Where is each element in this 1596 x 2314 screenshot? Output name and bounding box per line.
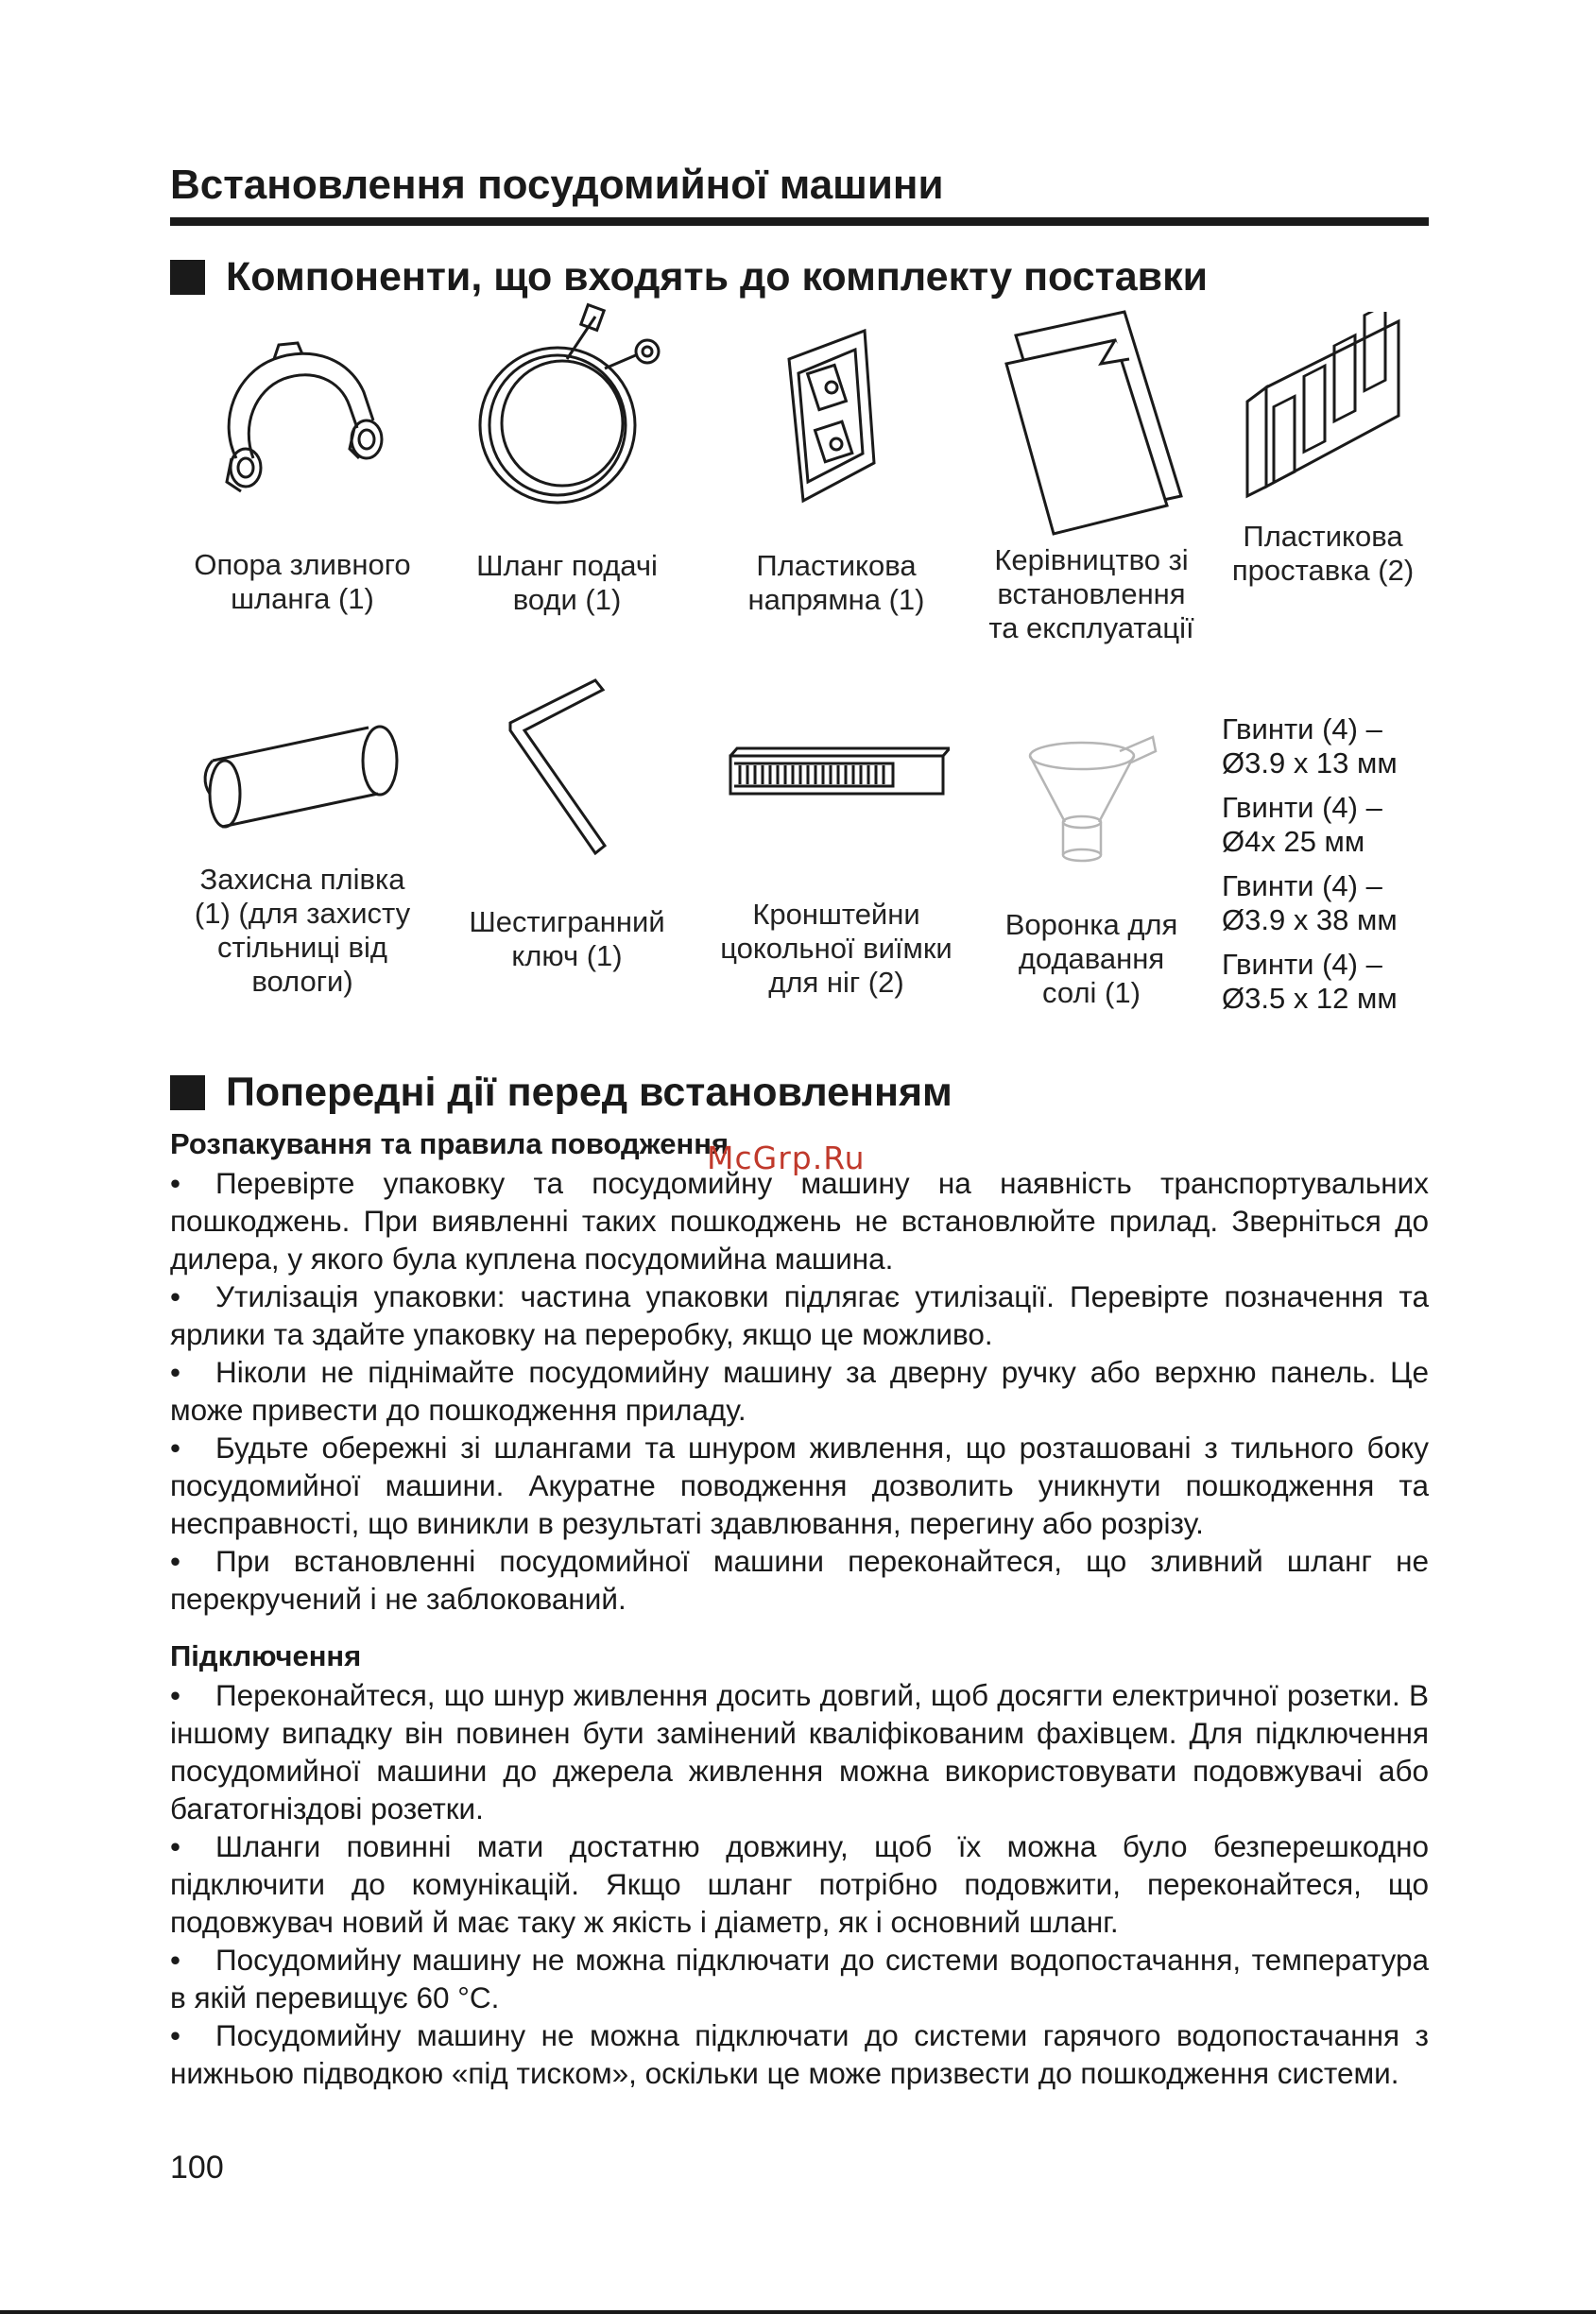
water-inlet-hose-icon bbox=[463, 302, 671, 515]
component-water-inlet-hose bbox=[435, 302, 699, 617]
screw-spec: Гвинти (4) – Ø3.9 x 38 мм bbox=[1222, 869, 1398, 936]
component-drain-hose-support bbox=[170, 317, 435, 616]
component-plastic-guide bbox=[704, 302, 969, 617]
component-hex-key bbox=[435, 676, 699, 973]
section-heading-preliminary bbox=[170, 1066, 1429, 1119]
list-item: • При встановленні посудомийної машини переконайтеся, що зливний шланг не перекручений і не заблокований. bbox=[170, 1544, 1429, 1616]
list-item: • Перевірте упаковку та посудомийну машину на наявність транспортувальних пошкоджень. При виявленні таких пошкоджень не встановлюйте прилад. Зверніться до дилера, у якого була куплена посудомийна машина. bbox=[170, 1166, 1429, 1276]
unpacking-bullets bbox=[170, 1164, 1429, 1618]
list-item: • Утилізація упаковки: частина упаковки підлягає утилізації. Перевірте позначення та ярлики та здайте упаковку на переробку, якщо це можливо. bbox=[170, 1279, 1429, 1351]
screw-spec: Гвинти (4) – Ø3.9 x 13 мм bbox=[1222, 712, 1398, 780]
section-square-icon bbox=[170, 1075, 205, 1110]
screw-spec: Гвинти (4) – Ø3.5 x 12 мм bbox=[1222, 948, 1398, 1015]
component-manual bbox=[969, 307, 1214, 645]
page-number: 100 bbox=[170, 2150, 224, 2185]
screw-spec: Гвинти (4) – Ø4x 25 мм bbox=[1222, 791, 1382, 858]
component-salt-funnel bbox=[969, 732, 1214, 1010]
section-square-icon bbox=[170, 260, 205, 295]
component-label: Пластикова проставка (2) bbox=[1231, 520, 1415, 587]
manual-icon bbox=[997, 307, 1186, 543]
component-label: Шестигранний ключ (1) bbox=[469, 905, 665, 972]
component-label: Пластикова напрямна (1) bbox=[747, 549, 925, 616]
component-plastic-spacer bbox=[1224, 312, 1422, 588]
hex-key-icon bbox=[501, 676, 633, 855]
component-label: Кронштейни цокольної виїмки для ніг (2) bbox=[720, 898, 952, 999]
list-item: • Переконайтеся, що шнур живлення досить довгий, щоб досягти електричної розетки. В іншому випадку він повинен бути замінений кваліфікованим фахівцем. Для підключення посудомийної машини до джерела живлення можна використовувати подовжувачі або багатогніздові розетки. bbox=[170, 1678, 1429, 1825]
section-title: Попередні дії перед встановленням bbox=[226, 1069, 952, 1115]
component-label: Опора зливного шланга (1) bbox=[194, 548, 411, 615]
plinth-bracket-icon bbox=[723, 737, 950, 803]
component-label: Воронка для додавання солі (1) bbox=[1004, 908, 1178, 1009]
protective-film-icon bbox=[198, 704, 406, 846]
component-label: Керівництво зі встановлення та експлуатації bbox=[988, 543, 1194, 644]
list-item: • Шланги повинні мати достатню довжину, щоб їх можна було безперешкодно підключити до комунікацій. Якщо шланг потрібно подовжити, переконайтеся, що подовжувач новий й має таку ж якість і діаметр, як і основний шланг. bbox=[170, 1829, 1429, 1939]
component-protective-film bbox=[170, 704, 435, 999]
list-item: • Посудомийну машину не можна підключати до системи гарячого водопостачання з нижньою підводкою «під тиском», оскільки це може призвести до пошкодження системи. bbox=[170, 2018, 1429, 2090]
list-item: • Посудомийну машину не можна підключати до системи водопостачання, температура в якій перевищує 60 °C. bbox=[170, 1943, 1429, 2014]
page-title: Встановлення посудомийної машини bbox=[170, 162, 944, 208]
salt-funnel-icon bbox=[1025, 732, 1158, 865]
title-rule bbox=[170, 217, 1429, 226]
section-title: Компоненти, що входять до комплекту поставки bbox=[226, 253, 1209, 300]
bottom-rule bbox=[0, 2310, 1596, 2314]
unpacking-heading: Розпакування та правила поводження bbox=[170, 1127, 729, 1160]
watermark: McGrp.Ru bbox=[707, 1140, 866, 1176]
drain-hose-support-icon bbox=[208, 317, 397, 515]
list-item: • Ніколи не піднімайте посудомийну машину за дверну ручку або верхню панель. Це може привести до пошкодження приладу. bbox=[170, 1355, 1429, 1427]
section-heading-components bbox=[170, 250, 1429, 303]
plastic-guide-icon bbox=[761, 302, 912, 515]
list-item: • Будьте обережні зі шлангами та шнуром живлення, що розташовані з тильного боку посудомийної машини. Акуратне поводження дозволить уникнути пошкодження та несправності, що виникли в результаті здавлювання, перегину або розрізу. bbox=[170, 1431, 1429, 1540]
component-label: Шланг подачі води (1) bbox=[476, 549, 658, 616]
connection-bullets bbox=[170, 1676, 1429, 2092]
plastic-spacer-icon bbox=[1228, 312, 1417, 520]
connection-heading: Підключення bbox=[170, 1639, 362, 1672]
component-plinth-bracket bbox=[704, 737, 969, 1000]
component-label: Захисна плівка (1) (для захисту стільниці від вологи) bbox=[194, 863, 411, 998]
screws-list bbox=[1222, 712, 1449, 1026]
